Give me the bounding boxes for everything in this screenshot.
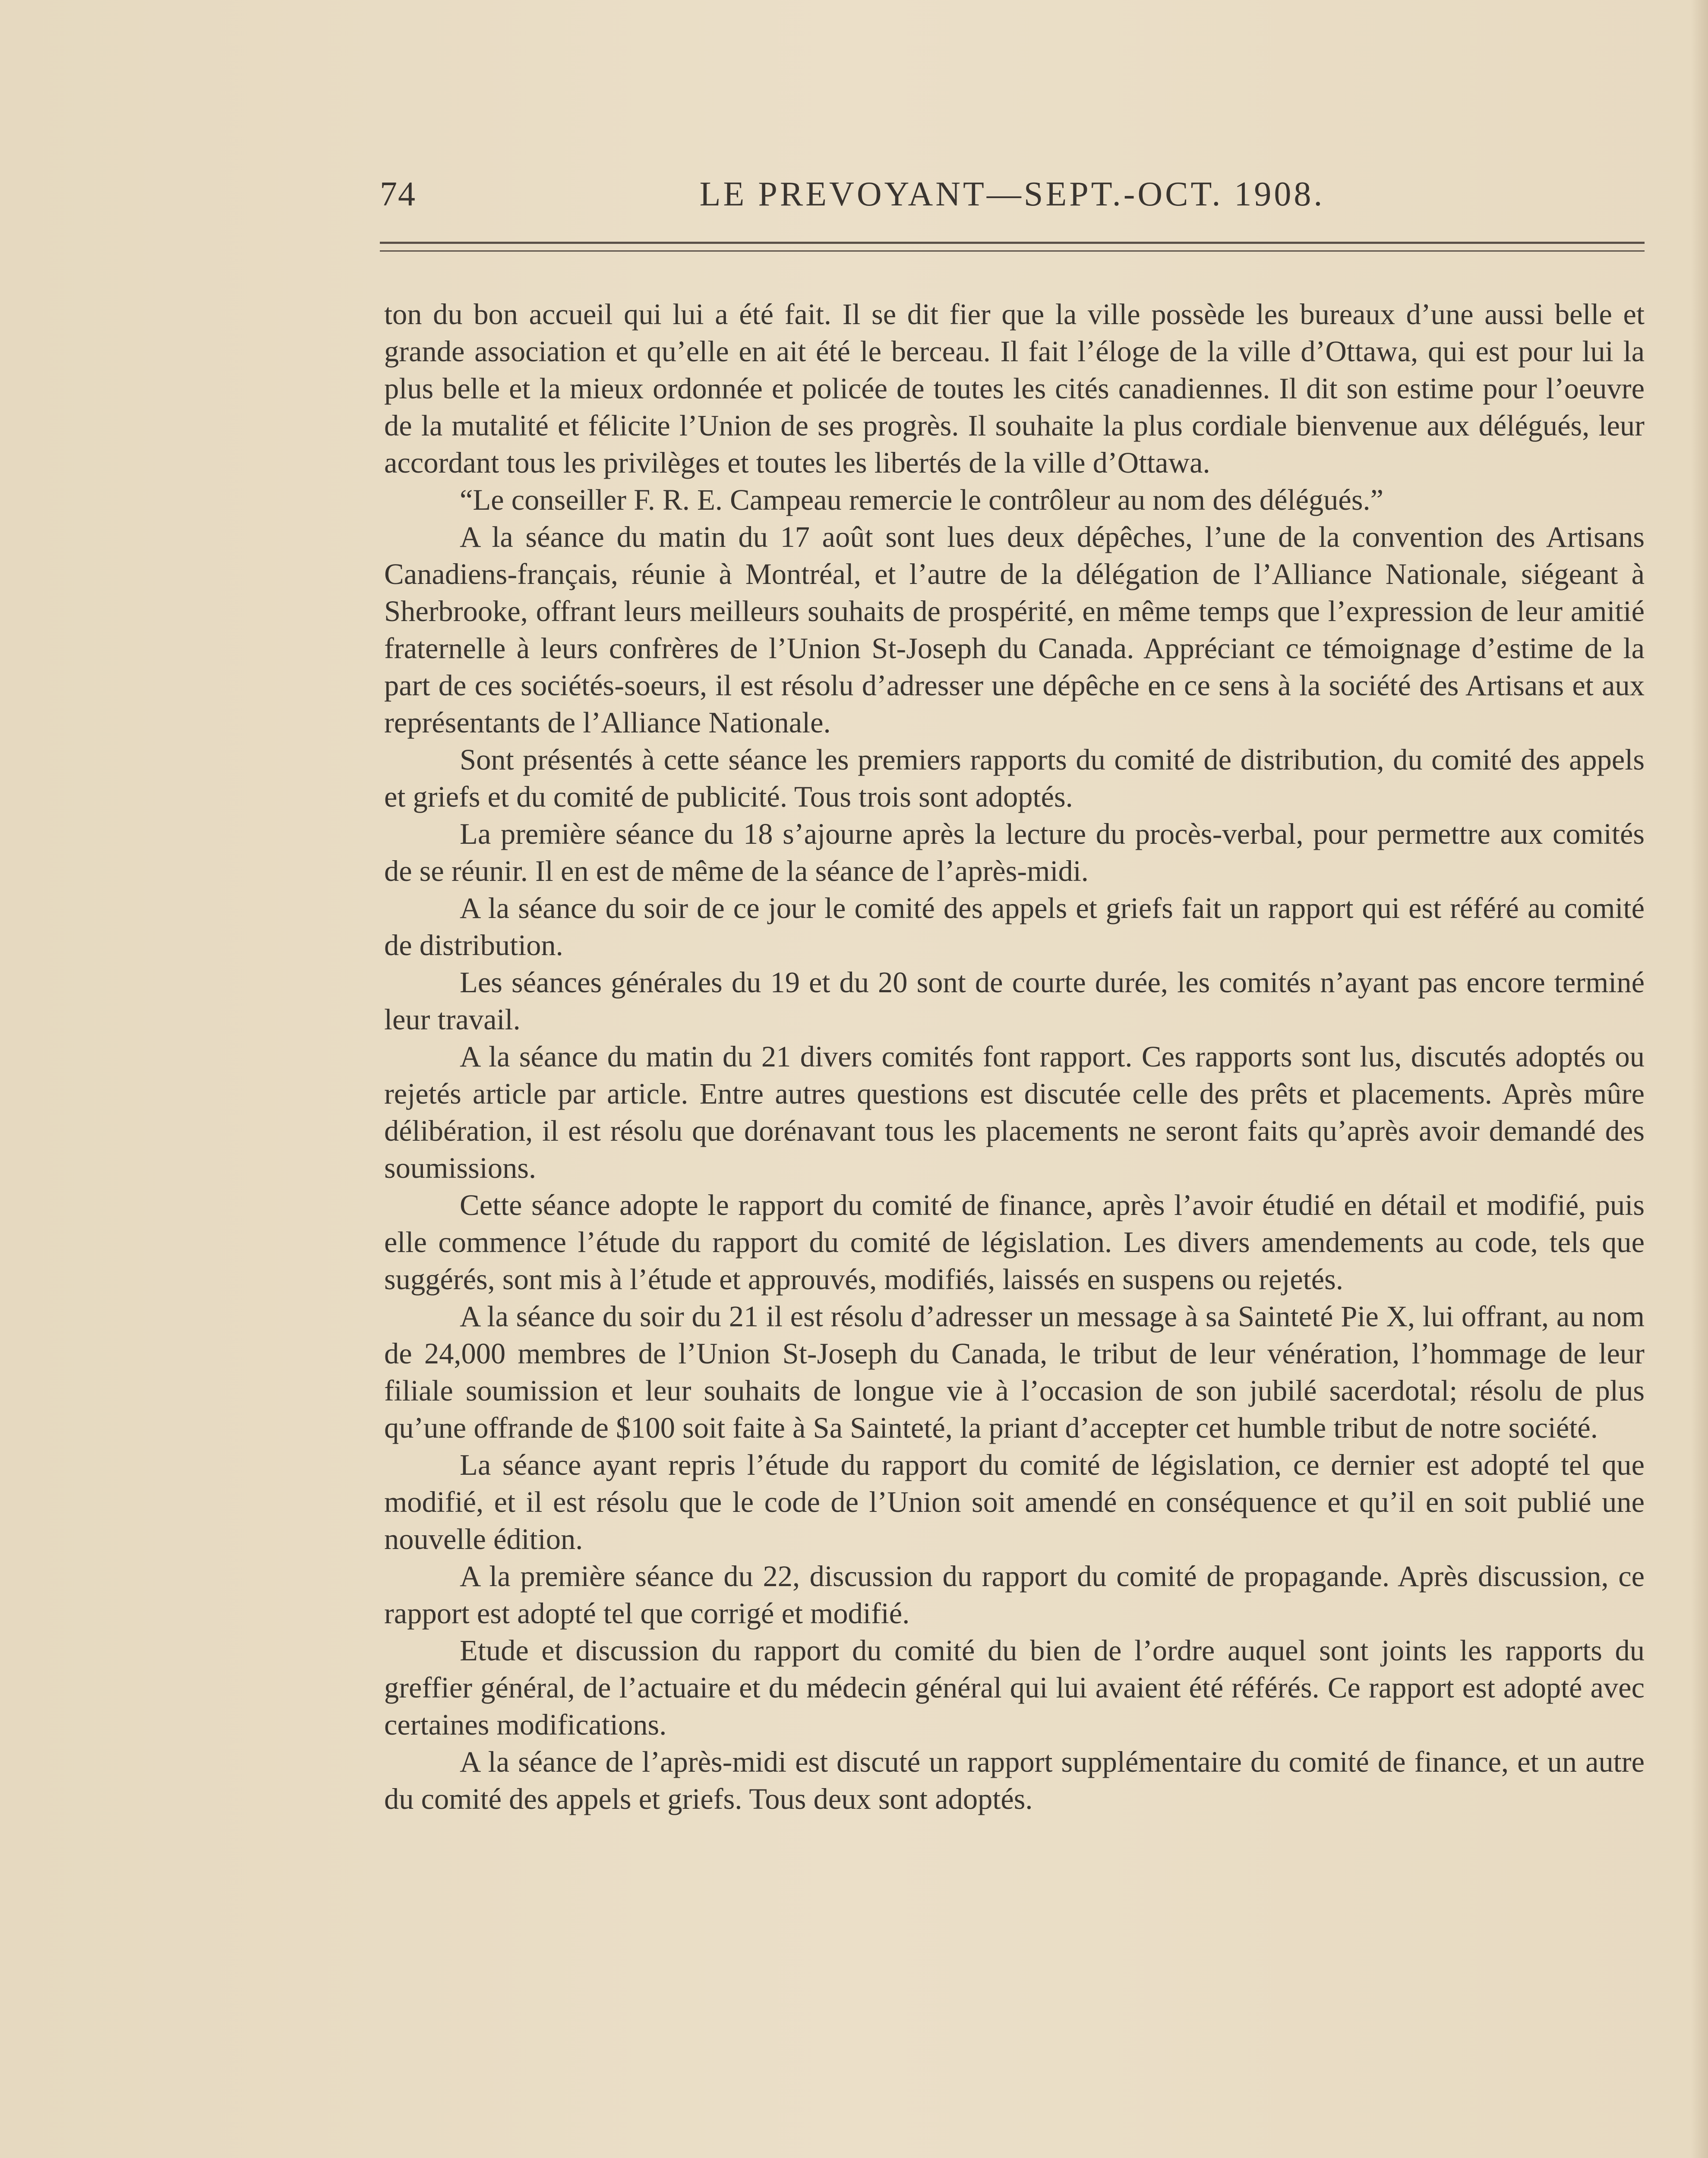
paragraph: A la séance de l’après-midi est discuté un rapport supplémentaire du comité de finance, et un autre du comité des appels et griefs. Tous deux sont adoptés. [384, 1745, 1645, 1815]
paragraph: Sont présentés à cette séance les premiers rapports du comité de distribution, du comité des appels et griefs et du comité de publicité. Tous trois sont adoptés. [384, 743, 1645, 813]
paragraph: Etude et discussion du rapport du comité du bien de l’ordre auquel sont joints les rapports du greffier général, de l’actuaire et du médecin général qui lui avaient été référés. Ce rapport est adopté avec certaines modifications. [384, 1634, 1645, 1741]
paragraph: A la séance du matin du 21 divers comités font rapport. Ces rapports sont lus, discutés adoptés ou rejetés article par article. Entre autres questions est discutée celle des prêts et placements. Après mûre délibération, il est résolu que dorénavant tous les placements ne seront faits qu’après avoir demandé des soumissions. [384, 1040, 1645, 1184]
paragraph: ton du bon accueil qui lui a été fait. Il se dit fier que la ville possède les bureaux d’une aussi belle et grande association et qu’elle en ait été le berceau. Il fait l’éloge de la ville d’Ottawa, qui est pour lui la plus belle et la mieux ordonnée et policée de toutes les cités canadiennes. Il dit son estime pour l’oeuvre de la mutalité et félicite l’Union de ses progrès. Il souhaite la plus cordiale bienvenue aux délégués, leur accordant tous les privilèges et toutes les libertés de la ville d’Ottawa. [384, 298, 1645, 479]
running-title: LE PREVOYANT—SEPT.-OCT. 1908. [699, 175, 1325, 213]
paragraph: La première séance du 18 s’ajourne après la lecture du procès-verbal, pour permettre aux comités de se réunir. Il en est de même de la séance de l’après-midi. [384, 817, 1645, 887]
paragraph: A la séance du matin du 17 août sont lues deux dépêches, l’une de la convention des Artisans Canadiens-français, réunie à Montréal, et l’autre de la délégation de l’Alliance Nationale, siégeant à Sherbrooke, offrant leurs meilleurs souhaits de prospérité, en même temps que l’expression de leur amitié fraternelle à leurs confrères de l’Union St-Joseph du Canada. Appréciant ce témoignage d’estime de la part de ces sociétés-soeurs, il est résolu d’adresser une dépêche en ce sens à la société des Artisans et aux représentants de l’Alliance Nationale. [384, 521, 1645, 739]
paragraph: “Le conseiller F. R. E. Campeau remercie le contrôleur au nom des délégués.” [460, 483, 1384, 516]
paragraph: A la première séance du 22, discussion du rapport du comité de propagande. Après discussion, ce rapport est adopté tel que corrigé et modifié. [384, 1560, 1645, 1630]
paragraph: Cette séance adopte le rapport du comité de finance, après l’avoir étudié en détail et modifié, puis elle commence l’étude du rapport du comité de législation. Les divers amendements au code, tels que suggérés, sont mis à l’étude et approuvés, modifiés, laissés en suspens ou rejetés. [384, 1189, 1645, 1296]
header-rule-bottom [380, 250, 1645, 252]
page-edge-shadow [1691, 0, 1708, 2158]
page-header [380, 170, 1645, 227]
paragraph: A la séance du soir du 21 il est résolu d’adresser un message à sa Sainteté Pie X, lui offrant, au nom de 24,000 membres de l’Union St-Joseph du Canada, le tribut de leur vénération, l’hommage de leur filiale soumission et leur souhaits de longue vie à l’occasion de son jubilé sacerdotal; résolu de plus qu’une offrande de $100 soit faite à Sa Sainteté, la priant d’accepter cet humble tribut de notre société. [384, 1300, 1645, 1444]
paragraph: La séance ayant repris l’étude du rapport du comité de législation, ce dernier est adopté tel que modifié, et il est résolu que le code de l’Union soit amendé en conséquence et qu’il en soit publié une nouvelle édition. [384, 1448, 1645, 1555]
header-rule-top [380, 242, 1645, 244]
paragraph: Les séances générales du 19 et du 20 sont de courte durée, les comités n’ayant pas encore terminé leur travail. [384, 966, 1645, 1036]
page-number: 74 [380, 175, 416, 213]
paragraph: A la séance du soir de ce jour le comité des appels et griefs fait un rapport qui est référé au comité de distribution. [384, 892, 1645, 962]
article-body [384, 296, 1645, 1817]
